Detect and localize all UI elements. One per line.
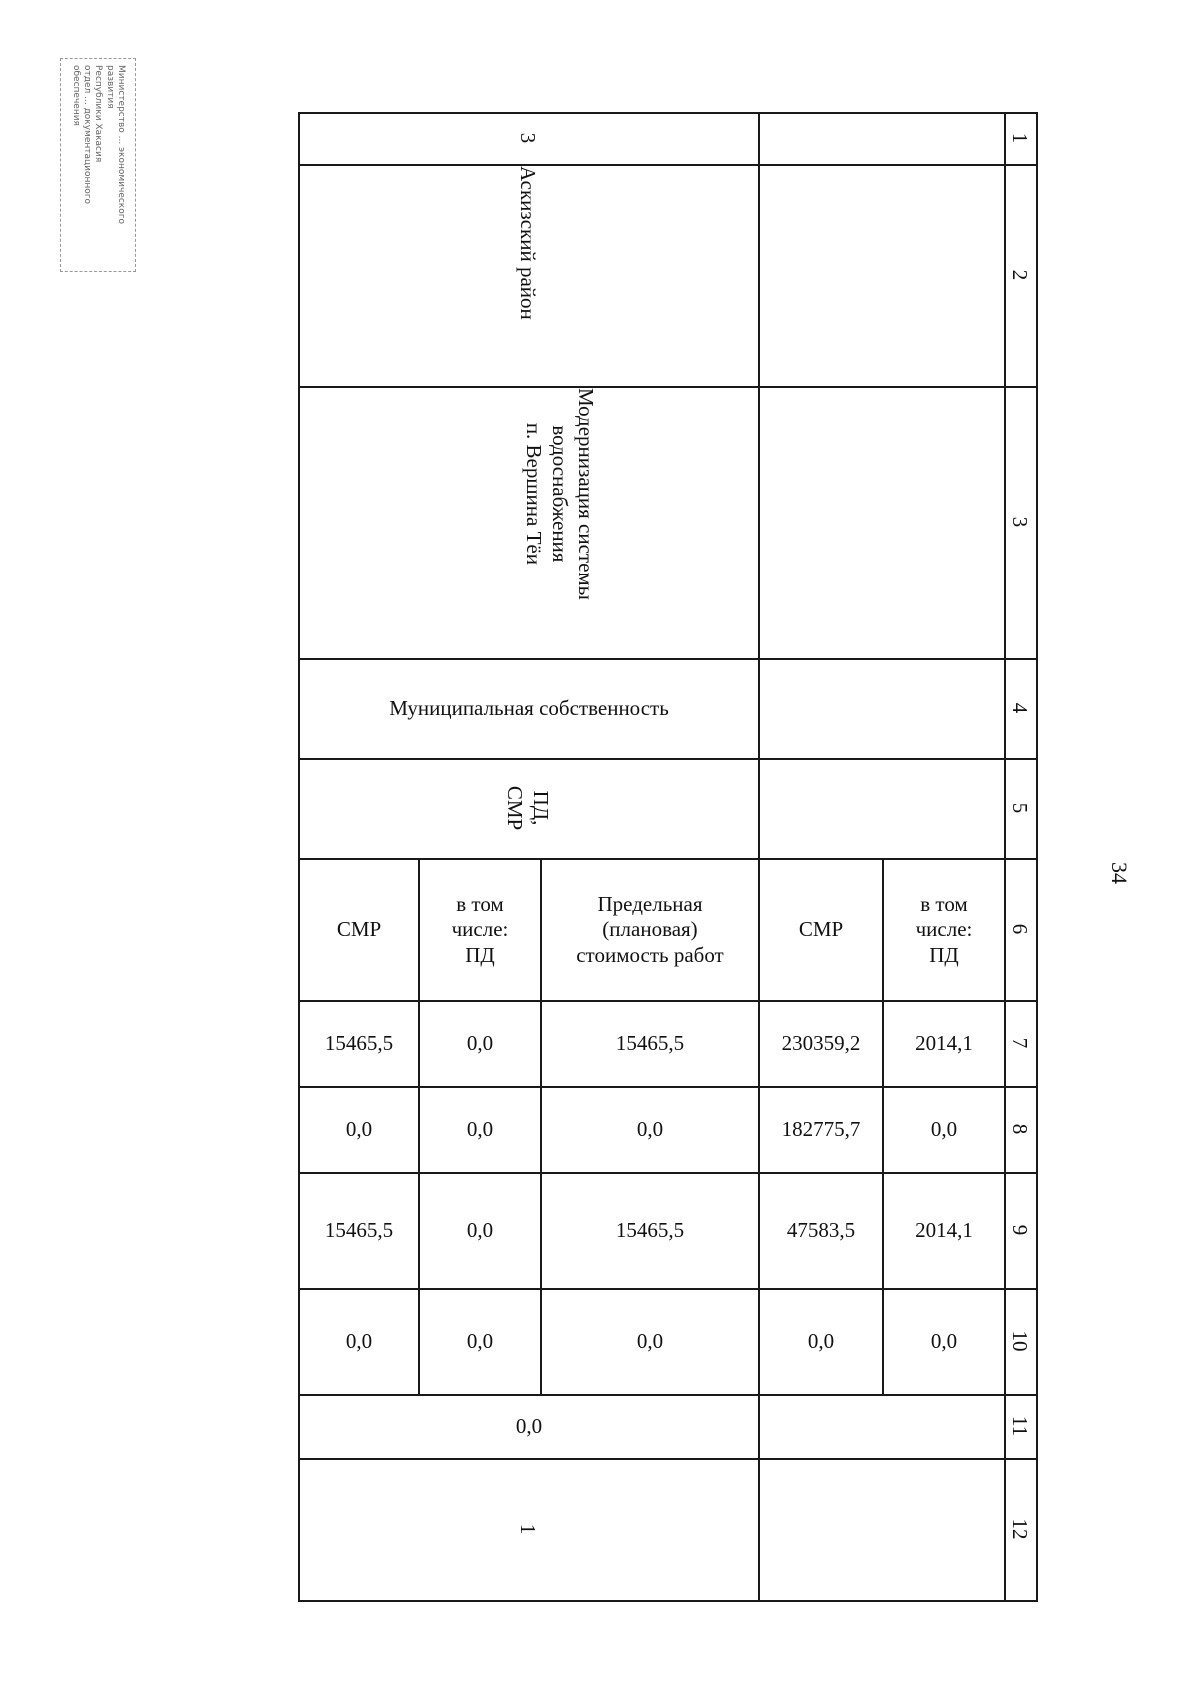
table-cell: 0,0: [930, 1117, 958, 1142]
table-cell: 0,0: [345, 1117, 373, 1142]
stamp-text: Министерство ... экономического развития Республики Хакасия отдел ... документационного обеспечения: [71, 65, 127, 224]
label-incl-pd: в том числе: ПД: [451, 892, 509, 967]
column-number-3: 3: [1008, 516, 1033, 528]
table-cell: 0,0: [636, 1329, 664, 1354]
district-name: Аскизский район: [516, 166, 541, 320]
table-cell: 230359,2: [781, 1031, 861, 1056]
col11-value: 0,0: [515, 1414, 543, 1439]
table-cell: 47583,5: [786, 1218, 856, 1243]
column-number-1: 1: [1008, 132, 1033, 144]
column-number-7: 7: [1008, 1037, 1033, 1049]
column-number-6: 6: [1008, 923, 1033, 935]
col12-value: 1: [516, 1523, 541, 1535]
record-number: 3: [516, 132, 541, 144]
table-cell: 0,0: [636, 1117, 664, 1142]
column-number-11: 11: [1008, 1415, 1033, 1437]
table-cell: 0,0: [466, 1218, 494, 1243]
table-cell: 0,0: [466, 1031, 494, 1056]
column-number-10: 10: [1008, 1330, 1033, 1352]
column-number-8: 8: [1008, 1123, 1033, 1135]
column-number-5: 5: [1008, 802, 1033, 814]
page-number: 34: [1107, 862, 1132, 884]
data-table: [298, 112, 1038, 1602]
label-limit-cost: Предельная (плановая) стоимость работ: [576, 892, 724, 967]
label-smr: СМР: [336, 917, 382, 942]
ownership: Муниципальная собственность: [389, 696, 669, 721]
registration-stamp: [60, 58, 136, 272]
table-cell: 2014,1: [915, 1218, 973, 1243]
work-type: ПД, СМР: [503, 785, 554, 831]
label-incl-pd-2: в том числе: ПД: [915, 892, 973, 967]
object-name: Модернизация системы водоснабжения п. Вершина Тёи: [521, 388, 599, 600]
table-cell: 15465,5: [324, 1031, 394, 1056]
table-cell: 0,0: [466, 1329, 494, 1354]
label-smr-2: СМР: [798, 917, 844, 942]
table-cell: 0,0: [466, 1117, 494, 1142]
column-number-2: 2: [1008, 269, 1033, 281]
table-cell: 15465,5: [324, 1218, 394, 1243]
column-number-12: 12: [1008, 1518, 1033, 1540]
table-cell: 2014,1: [915, 1031, 973, 1056]
table-cell: 0,0: [345, 1329, 373, 1354]
table-cell: 15465,5: [615, 1218, 685, 1243]
table-cell: 15465,5: [615, 1031, 685, 1056]
table-cell: 182775,7: [781, 1117, 861, 1142]
table-cell: 0,0: [930, 1329, 958, 1354]
column-number-4: 4: [1008, 702, 1033, 714]
table-cell: 0,0: [807, 1329, 835, 1354]
column-number-9: 9: [1008, 1224, 1033, 1236]
